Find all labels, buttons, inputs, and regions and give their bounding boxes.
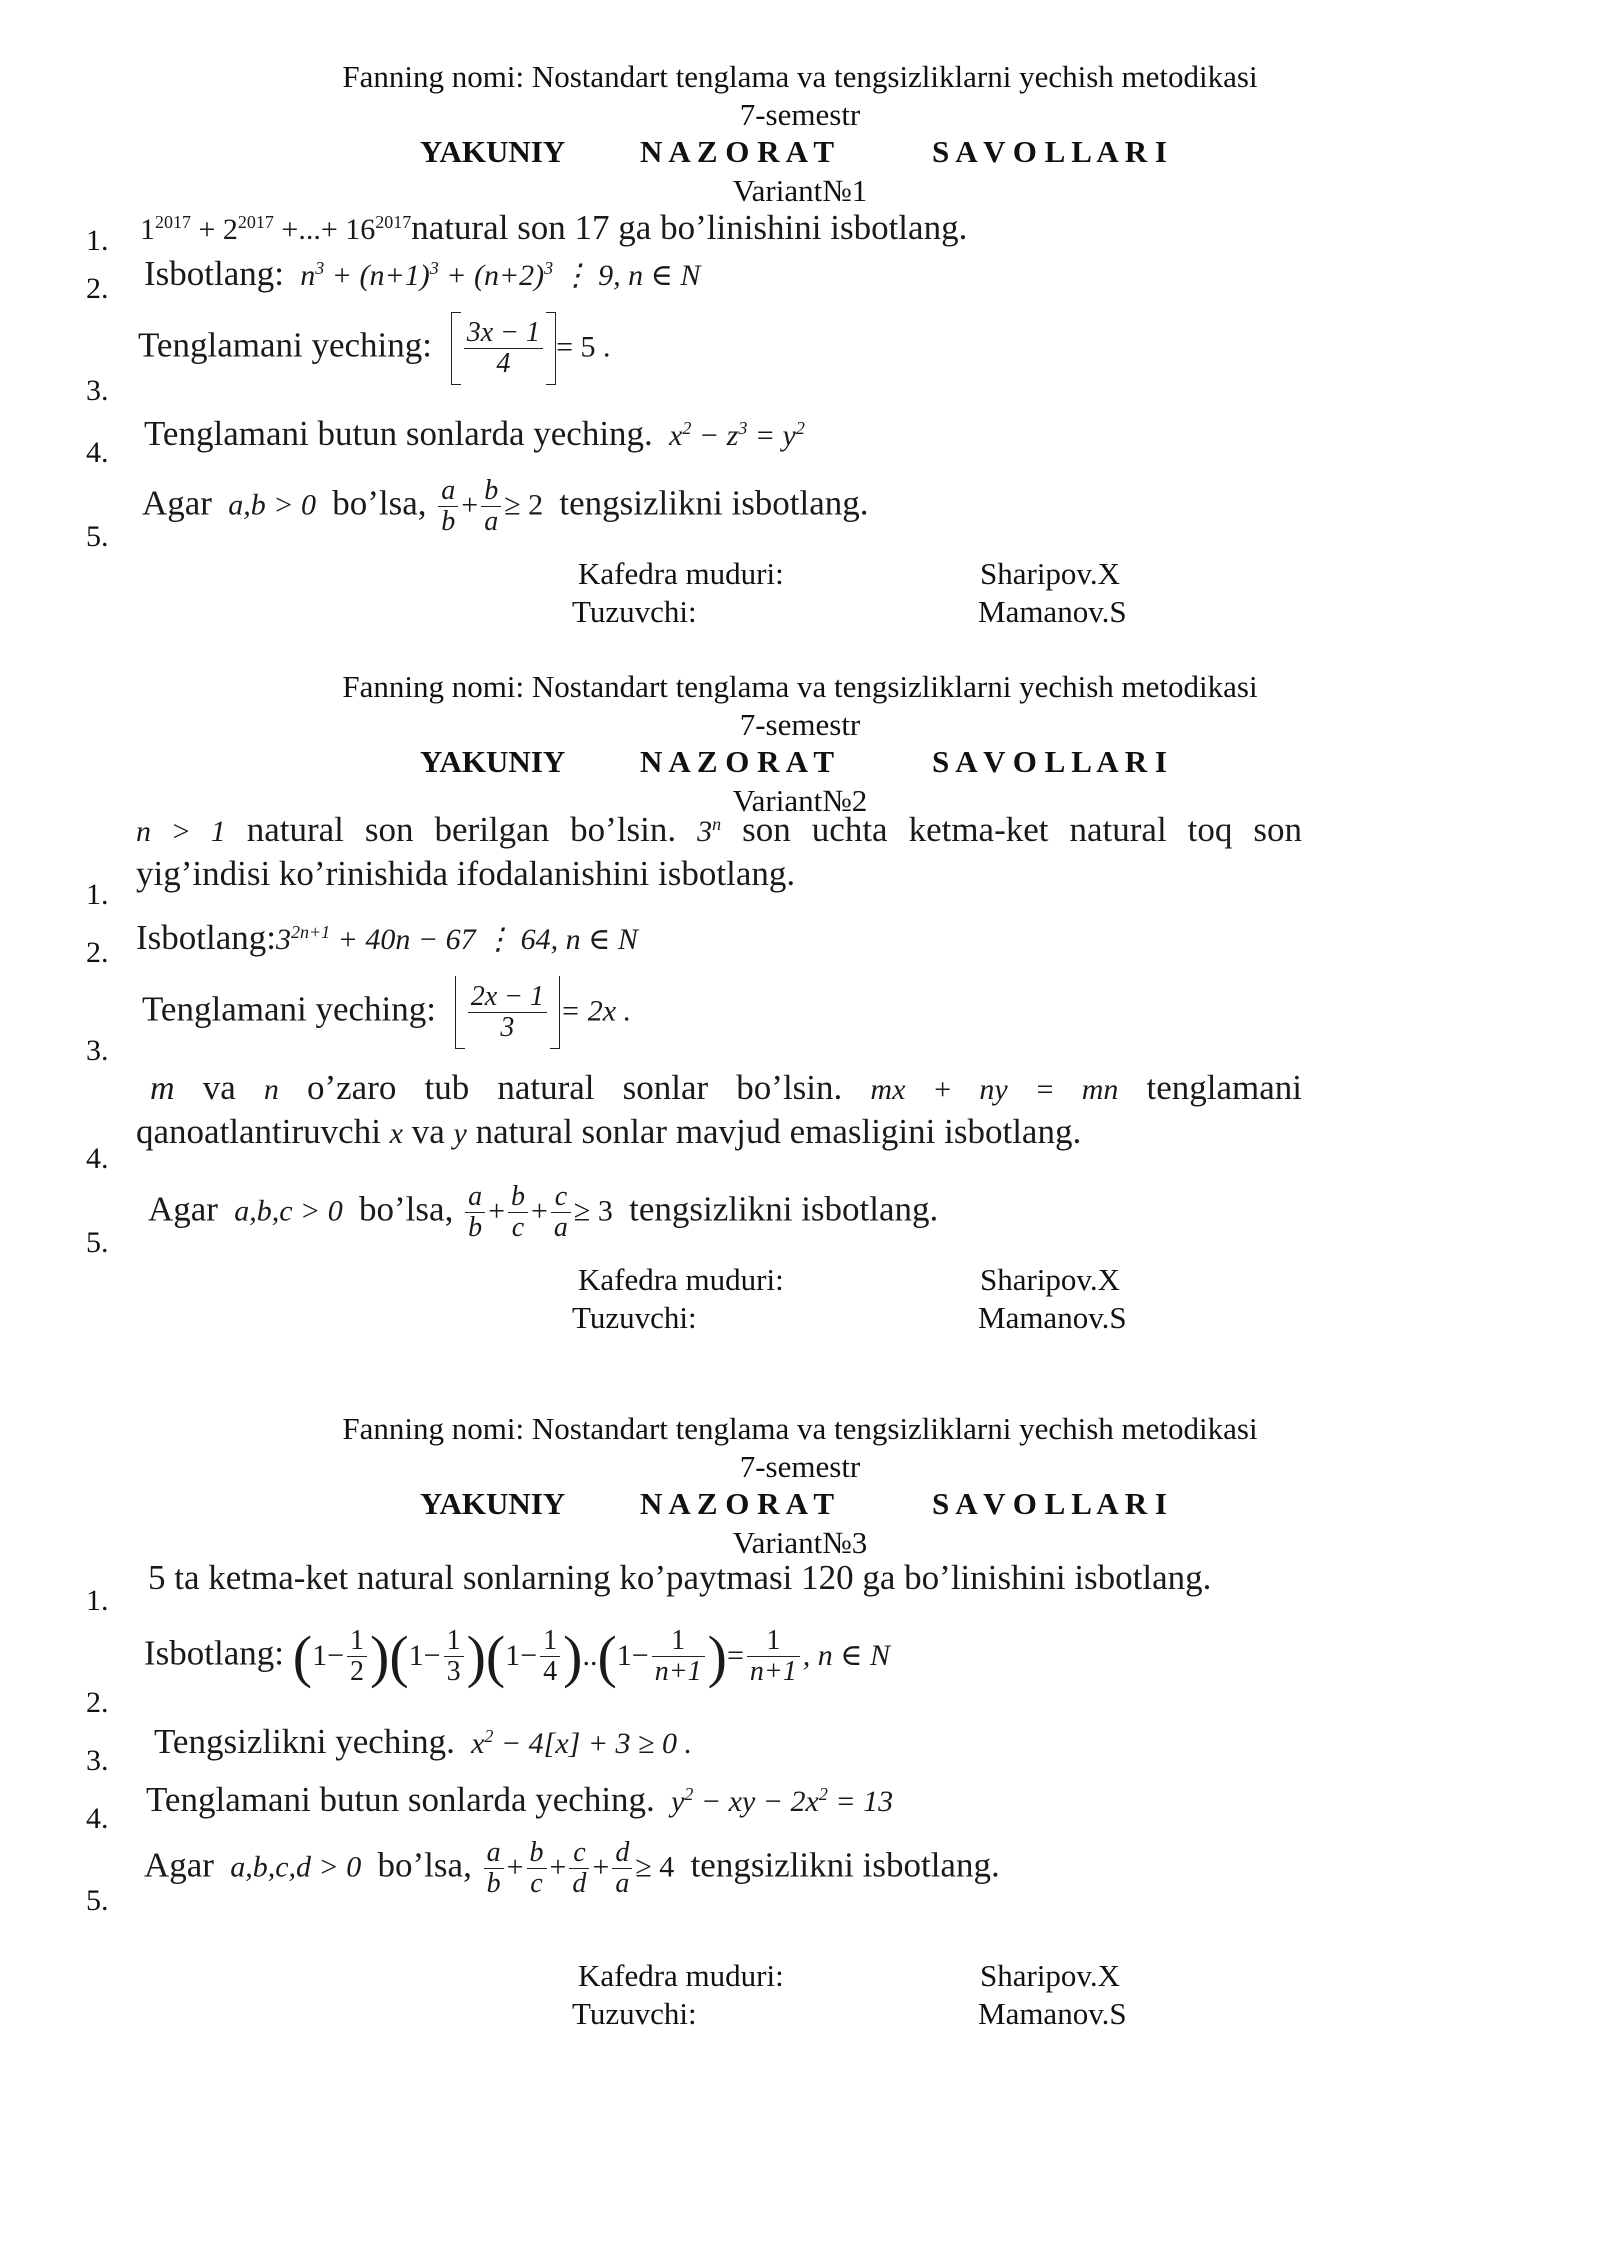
author-name: Mamanov.S xyxy=(978,1996,1127,2031)
question-number: 2. xyxy=(86,936,109,969)
title-word-1: YAKUNIY xyxy=(420,744,566,779)
question-text: Tenglamani butun sonlarda yeching. xyxy=(146,1780,655,1819)
question-text: bo’lsa, xyxy=(359,1189,454,1229)
head-label: Kafedra muduri: xyxy=(578,1262,784,1297)
question-4 xyxy=(146,1780,893,1820)
question-number: 5. xyxy=(86,1884,109,1917)
question-3: Tenglamani yeching: $\frac{3x - 1}{4}$ = 5 . xyxy=(138,318,610,379)
question-number: 3. xyxy=(86,374,109,407)
question-5: Agar a,b,c > 0 bo’lsa, $\frac{a}{b}$ + $\frac{b}{c}$ + $\frac{c}{a}$ ≥ 3 tengsizlikni isbotlang. xyxy=(148,1181,939,1243)
title-word-3: S A V O L L A R I xyxy=(932,1486,1167,1521)
question-number: 4. xyxy=(86,1142,109,1175)
question-text: Isbotlang: xyxy=(144,254,284,293)
author-label: Tuzuvchi: xyxy=(572,594,697,629)
formula: $3^{2n+1} + 40n - 67$ ⋮ 64, n ∈ N xyxy=(275,922,638,956)
question-3 xyxy=(154,1722,692,1762)
head-name: Sharipov.X xyxy=(980,1958,1121,1993)
formula: $n^3 + (n+1)^3 + (n+2)^3$ ⋮ 9, n ∈ N xyxy=(292,258,701,292)
question-text: natural sonlar mavjud emasligini isbotlang. xyxy=(475,1112,1082,1151)
title-word-2: N A Z O R A T xyxy=(640,134,835,169)
question-text: Agar xyxy=(142,483,212,523)
question-1: 5 ta ketma-ket natural sonlarning ko’paytmasi 120 ga bo’linishini isbotlang. xyxy=(148,1558,1212,1597)
question-text: Agar xyxy=(148,1189,218,1229)
question-4: m va n o’zaro tub natural sonlar bo’lsin. mx + ny = mn tenglamani qanoatlantiruvchi x va y natural sonlar mavjud emasligini isbotlang. xyxy=(136,1068,1302,1151)
question-text: tenglamani xyxy=(1146,1068,1302,1107)
question-text: Tenglamani yeching: xyxy=(142,989,436,1029)
question-number: 2. xyxy=(86,1686,109,1719)
formula: $\frac{a}{b}$ xyxy=(484,1838,504,1899)
author-label: Tuzuvchi: xyxy=(572,1300,697,1335)
head-name: Sharipov.X xyxy=(980,556,1121,591)
title-word-1: YAKUNIY xyxy=(420,1486,566,1521)
question-2 xyxy=(136,918,638,958)
question-text: son uchta ketma-ket natural toq son xyxy=(742,810,1303,849)
question-2 xyxy=(144,1623,890,1689)
question-text: Tenglamani yeching: xyxy=(138,325,432,365)
formula: $\frac{a}{b}$ xyxy=(438,476,458,537)
question-number: 4. xyxy=(86,1802,109,1835)
title-word-3: S A V O L L A R I xyxy=(932,134,1167,169)
question-number: 1. xyxy=(86,224,109,257)
question-text: Tengsizlikni yeching. xyxy=(154,1722,455,1761)
semester-line: 7-semestr xyxy=(739,97,861,132)
semester-line: 7-semestr xyxy=(739,707,861,742)
subject-line: Fanning nomi: Nostandart tenglama va tengsizliklarni yechish metodikasi xyxy=(342,59,1258,94)
question-text: Isbotlang: xyxy=(144,1633,284,1673)
question-text: bo’lsa, xyxy=(377,1845,472,1885)
author-name: Mamanov.S xyxy=(978,1300,1127,1335)
question-3: Tenglamani yeching: $\frac{2x - 1}{3}$ = 2x . xyxy=(142,982,631,1043)
question-text: tengsizlikni isbotlang. xyxy=(629,1189,939,1229)
question-text: Tenglamani butun sonlarda yeching. xyxy=(144,414,653,453)
author-name: Mamanov.S xyxy=(978,594,1127,629)
question-number: 1. xyxy=(86,878,109,911)
formula: $x^2 - 4[x] + 3 \ge 0$ . xyxy=(463,1726,693,1760)
question-number: 2. xyxy=(86,272,109,305)
variant-label: Variant№3 xyxy=(732,1525,868,1560)
question-5: Agar a,b,c,d > 0 bo’lsa, $\frac{a}{b}$ + $\frac{b}{c}$ + $\frac{c}{d}$ + $\frac{d}{a}$ ≥ 4 tengsizlikni isbotlang. xyxy=(144,1837,1000,1899)
variant-label: Variant№1 xyxy=(732,173,868,208)
question-1: n > 1 natural son berilgan bo’lsin. 3$^n$ son uchta ketma-ket natural toq son yig’indisi ko’rinishida ifodalanishini isbotlang. xyxy=(136,810,1303,893)
formula: $\frac{a}{b}$ xyxy=(465,1182,485,1243)
question-text: tengsizlikni isbotlang. xyxy=(559,483,869,523)
question-text: yig’indisi ko’rinishida ifodalanishini isbotlang. xyxy=(136,854,796,893)
question-5: Agar a,b > 0 bo’lsa, $\frac{a}{b}$ + $\frac{b}{a}$ ≥ 2 tengsizlikni isbotlang. xyxy=(142,475,869,537)
question-text: natural son berilgan bo’lsin. xyxy=(246,810,677,849)
formula: $\frac{3x - 1}{4}$ xyxy=(451,318,556,379)
head-label: Kafedra muduri: xyxy=(578,1958,784,1993)
question-text: o’zaro tub natural sonlar bo’lsin. xyxy=(306,1068,843,1107)
question-text: tengsizlikni isbotlang. xyxy=(690,1845,1000,1885)
head-label: Kafedra muduri: xyxy=(578,556,784,591)
question-number: 4. xyxy=(86,436,109,469)
formula: $y^2$ − xy − $2x^2 = 13$ xyxy=(663,1784,894,1818)
formula: (1− $\frac{1}{2}$ )(1− $\frac{1}{3}$ )(1− $\frac{1}{4}$ )..(1− $\frac{1}{n+1}$ )= $\frac{1}{n+1}$ , n ∈ N xyxy=(292,1623,890,1689)
question-1 xyxy=(140,208,967,248)
question-text: natural son 17 ga bo’linishini isbotlang. xyxy=(411,208,968,247)
title-word-1: YAKUNIY xyxy=(420,134,566,169)
semester-line: 7-semestr xyxy=(739,1449,861,1484)
head-name: Sharipov.X xyxy=(980,1262,1121,1297)
variant-label: Variant№2 xyxy=(732,783,868,818)
author-label: Tuzuvchi: xyxy=(572,1996,697,2031)
question-text: va xyxy=(411,1112,445,1151)
formula: $x^2 - z^3 = y^2$ xyxy=(661,418,805,452)
question-number: 3. xyxy=(86,1744,109,1777)
question-number: 3. xyxy=(86,1034,109,1067)
subject-line: Fanning nomi: Nostandart tenglama va tengsizliklarni yechish metodikasi xyxy=(342,1411,1258,1446)
formula: a,b,c,d > 0 xyxy=(222,1850,369,1884)
subject-line: Fanning nomi: Nostandart tenglama va tengsizliklarni yechish metodikasi xyxy=(342,669,1258,704)
question-text: bo’lsa, xyxy=(332,483,427,523)
question-number: 5. xyxy=(86,1226,109,1259)
title-word-3: S A V O L L A R I xyxy=(932,744,1167,779)
question-text: qanoatlantiruvchi xyxy=(136,1112,381,1151)
title-word-2: N A Z O R A T xyxy=(640,1486,835,1521)
formula: $1^{2017} + 2^{2017}$ +...+ $16^{2017}$ xyxy=(140,212,412,246)
question-number: 5. xyxy=(86,520,109,553)
question-text: Isbotlang: xyxy=(136,918,276,957)
formula: $\frac{2x - 1}{3}$ xyxy=(455,982,560,1043)
question-text: va xyxy=(202,1068,236,1107)
formula: a,b,c > 0 xyxy=(226,1194,351,1228)
title-word-2: N A Z O R A T xyxy=(640,744,835,779)
formula: a,b > 0 xyxy=(220,488,324,522)
question-number: 1. xyxy=(86,1584,109,1617)
question-text: Agar xyxy=(144,1845,214,1885)
question-4 xyxy=(144,414,805,454)
question-2 xyxy=(144,254,700,294)
